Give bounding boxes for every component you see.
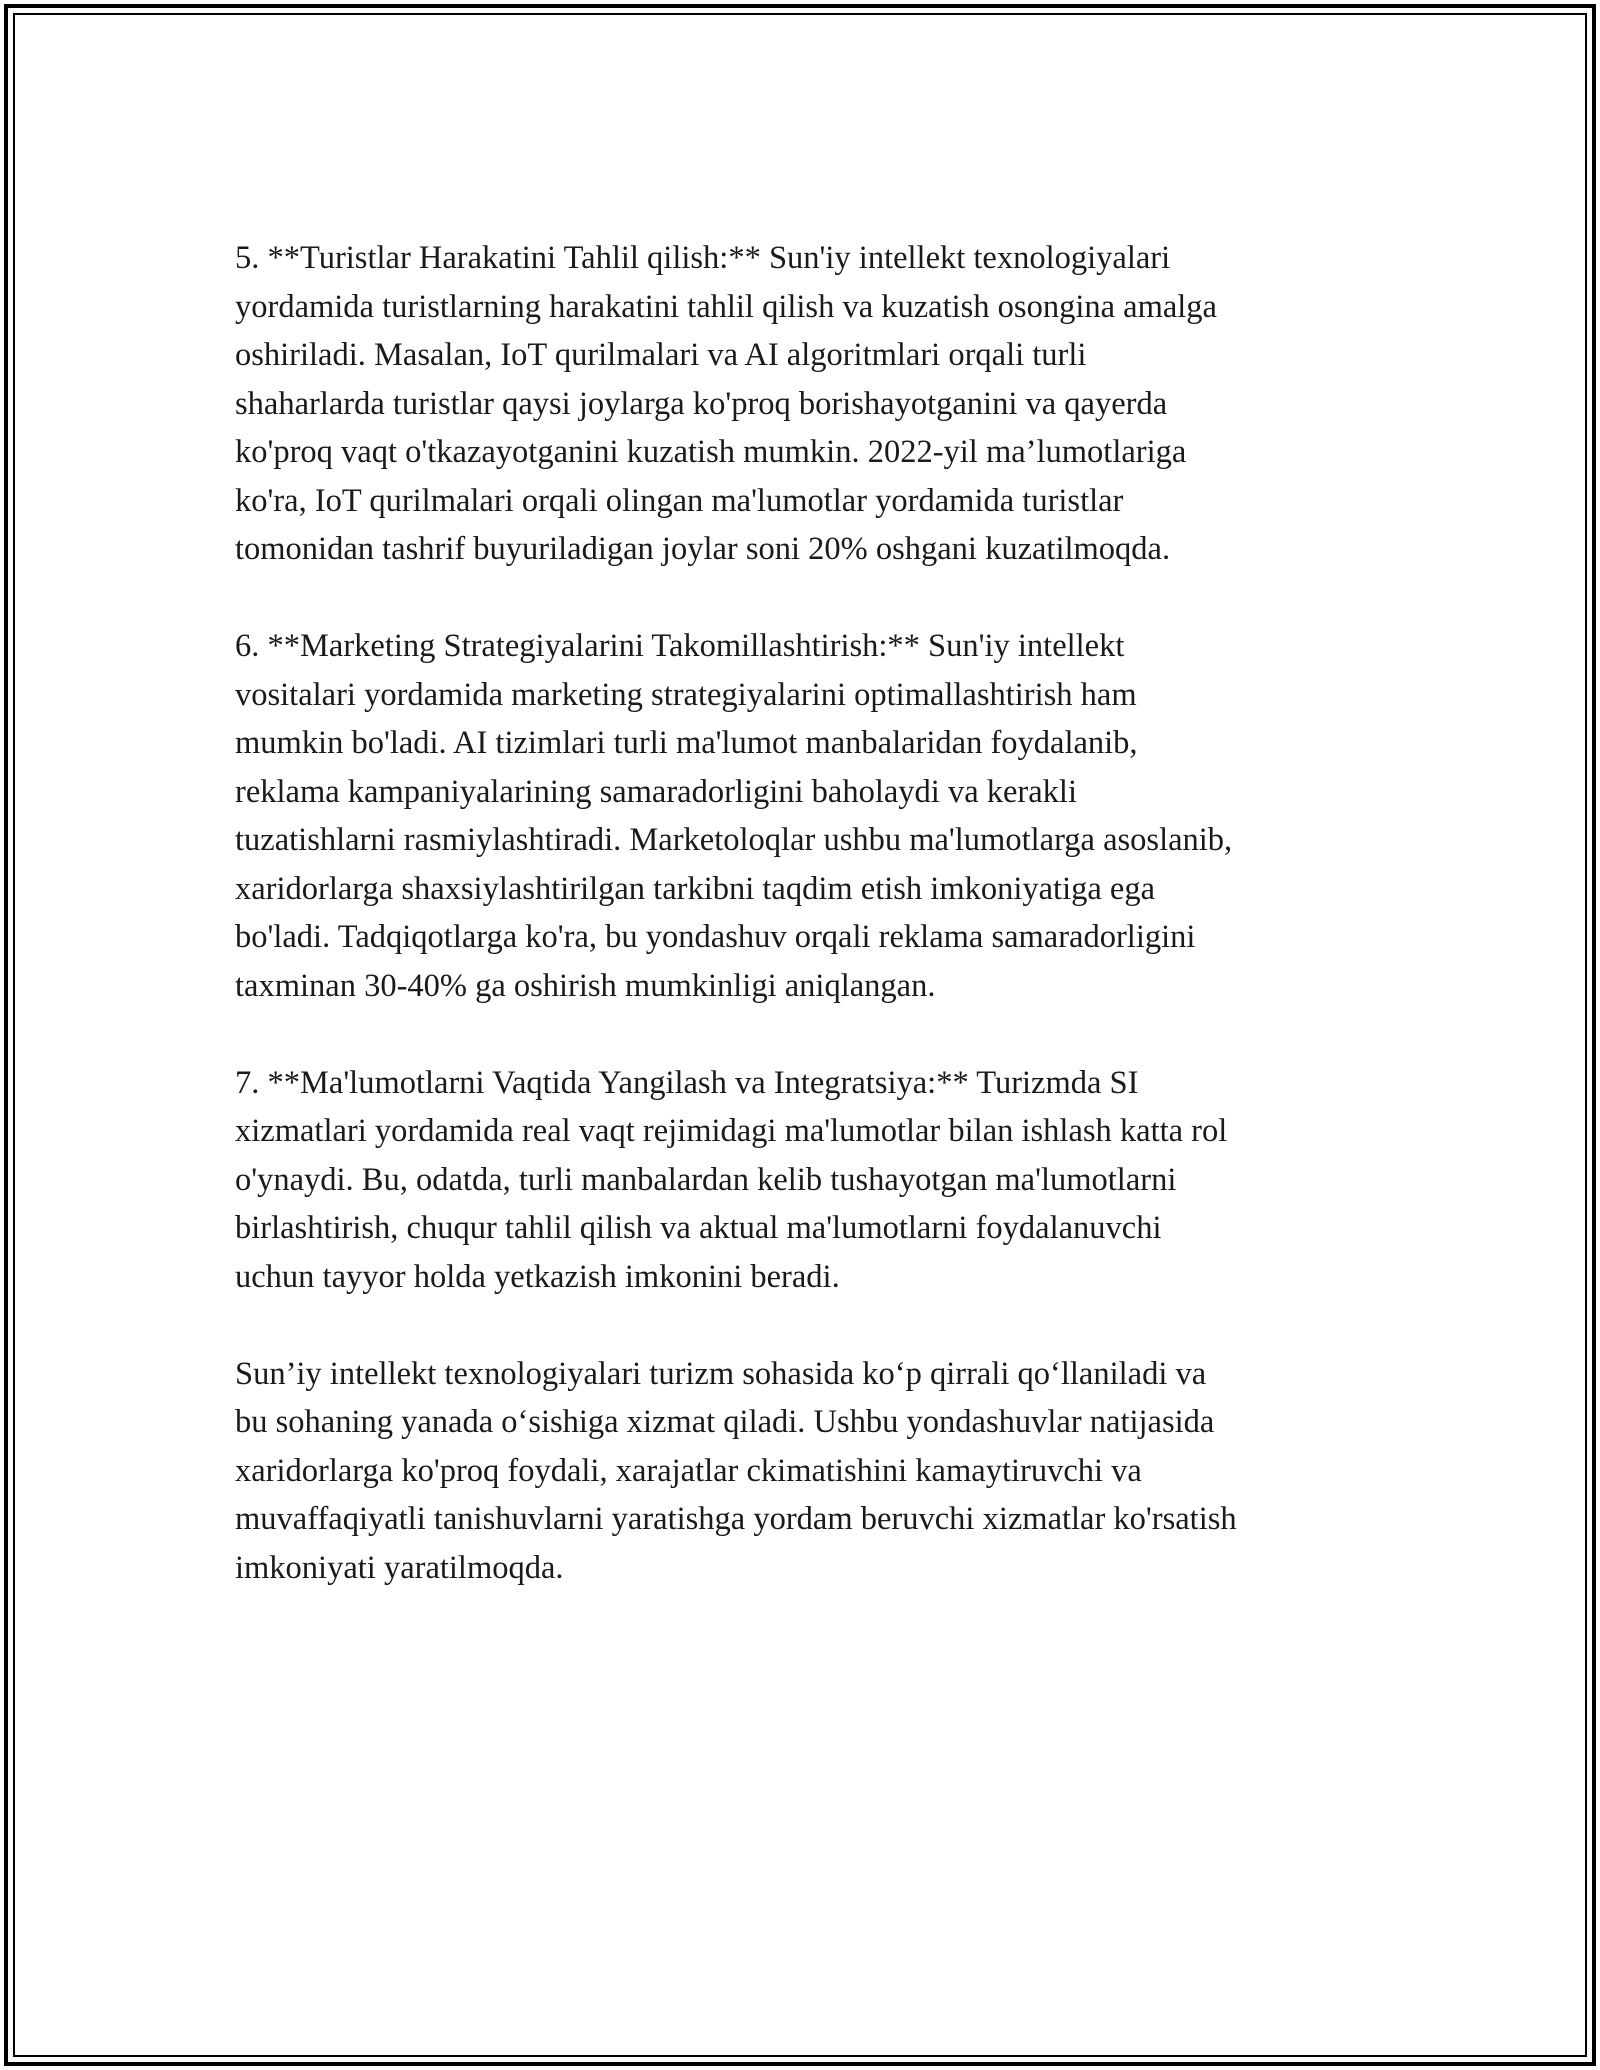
paragraph-item-5 [235, 234, 1395, 574]
text-line: tuzatishlarni rasmiylashtiradi. Marketoloqlar ushbu ma'lumotlarga asoslanib, [235, 822, 1233, 858]
text-line: shaharlarda turistlar qaysi joylarga ko'proq borishayotganini va qayerda [235, 385, 1168, 422]
text-line: yordamida turistlarning harakatini tahlil qilish va kuzatish osongina amalga [235, 288, 1217, 325]
paragraph-conclusion [235, 1350, 1395, 1593]
paragraph-item-6 [235, 622, 1395, 1010]
text-line: muvaffaqiyatli tanishuvlarni yaratishga yordam beruvchi xizmatlar ko'rsatish [235, 1501, 1237, 1537]
text-line: uchun tayyor holda yetkazish imkonini beradi. [235, 1258, 840, 1295]
text-line: bo'ladi. Tadqiqotlarga ko'ra, bu yondashuv orqali reklama samaradorligini [235, 919, 1196, 955]
text-line: taxminan 30-40% ga oshirish mumkinligi aniqlangan. [235, 967, 936, 1004]
text-line: birlashtirish, chuqur tahlil qilish va aktual ma'lumotlarni foydalanuvchi [235, 1210, 1162, 1246]
text-line: tomonidan tashrif buyuriladigan joylar soni 20% oshgani kuzatilmoqda. [235, 531, 1171, 567]
text-line: xaridorlarga ko'proq foydali, xarajatlar ckimatishini kamaytiruvchi va [235, 1452, 1142, 1489]
text-line: mumkin bo'ladi. AI tizimlari turli ma'lumot manbalaridan foydalanib, [235, 725, 1138, 761]
text-line: xaridorlarga shaxsiylashtirilgan tarkibni taqdim etish imkoniyatiga ega [235, 870, 1156, 907]
text-line: 7. **Ma'lumotlarni Vaqtida Yangilash va Integratsiya:** Turizmda SI [235, 1064, 1139, 1101]
paragraph-item-7 [235, 1059, 1395, 1302]
text-line: Sun’iy intellekt texnologiyalari turizm sohasida ko‘p qirrali qo‘llaniladi va [235, 1355, 1207, 1392]
text-line: oshiriladi. Masalan, IoT qurilmalari va AI algoritmlari orqali turli [235, 337, 1087, 373]
document-body [235, 234, 1395, 1641]
text-line: imkoniyati yaratilmoqda. [235, 1549, 564, 1586]
text-line: vositalari yordamida marketing strategiyalarini optimallashtirish ham [235, 676, 1137, 713]
text-line: 6. **Marketing Strategiyalarini Takomillashtirish:** Sun'iy intellekt [235, 628, 1125, 664]
text-line: reklama kampaniyalarining samaradorligini baholaydi va kerakli [235, 773, 1077, 810]
text-line: ko'proq vaqt o'tkazayotganini kuzatish mumkin. 2022-yil ma’lumotlariga [235, 434, 1187, 470]
text-line: xizmatlari yordamida real vaqt rejimidagi ma'lumotlar bilan ishlash katta rol [235, 1113, 1228, 1149]
text-line: 5. **Turistlar Harakatini Tahlil qilish:** Sun'iy intellekt texnologiyalari [235, 240, 1171, 276]
text-line: ko'ra, IoT qurilmalari orqali olingan ma'lumotlar yordamida turistlar [235, 482, 1124, 519]
text-line: o'ynaydi. Bu, odatda, turli manbalardan kelib tushayotgan ma'lumotlarni [235, 1161, 1177, 1198]
text-line: bu sohaning yanada o‘sishiga xizmat qiladi. Ushbu yondashuvlar natijasida [235, 1404, 1215, 1440]
